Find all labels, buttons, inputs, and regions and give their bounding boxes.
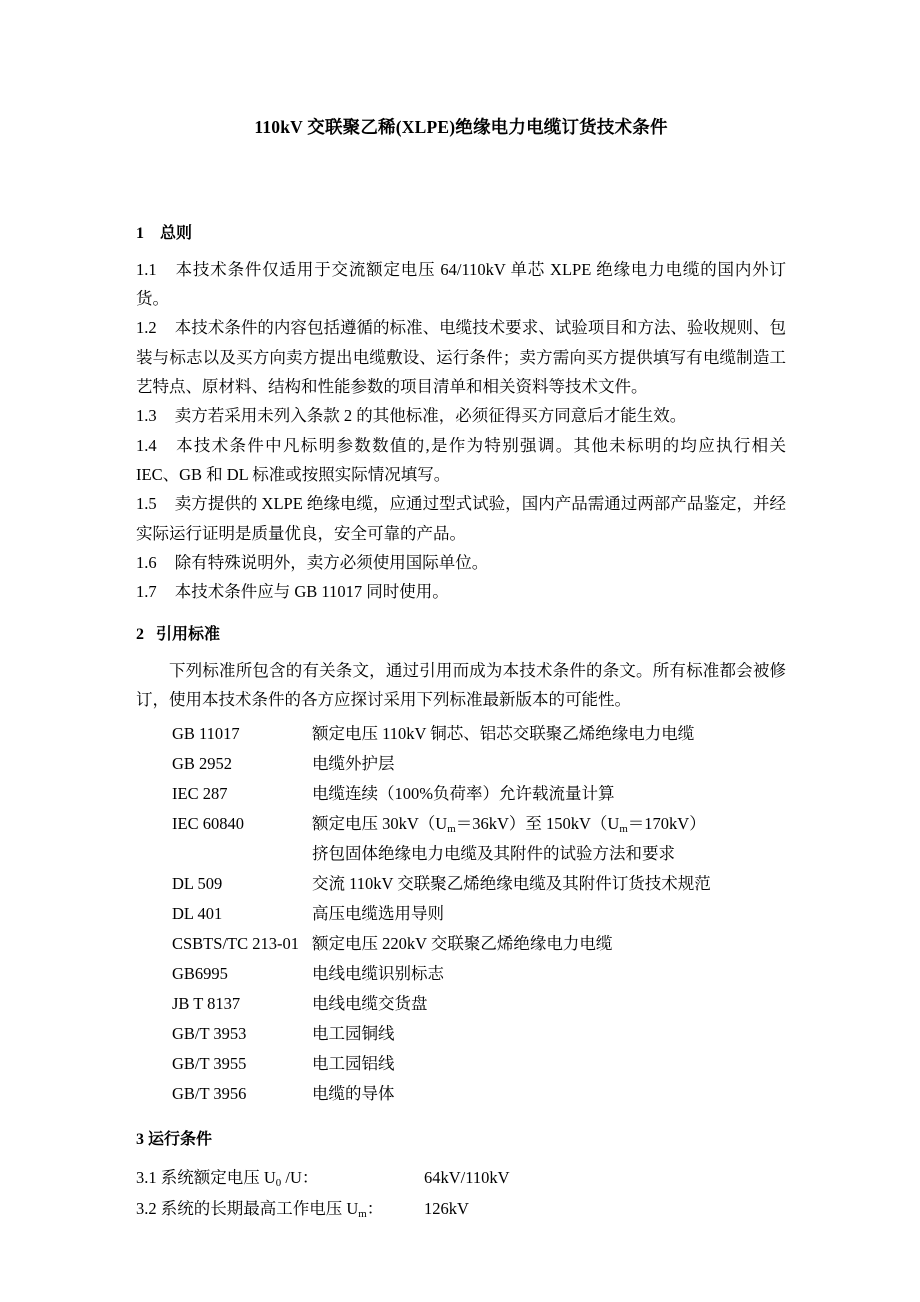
- clause-text: 本技术条件仅适用于交流额定电压 64/110kV 单芯 XLPE 绝缘电力电缆的国内外订货。: [136, 259, 786, 308]
- standard-code: GB6995: [172, 963, 228, 983]
- clause-number: 1.7: [136, 582, 157, 602]
- standard-description: 电缆连续（100%负荷率）允许载流量计算: [312, 783, 615, 803]
- standard-row: [136, 899, 786, 929]
- standard-description: 电工园铜线: [312, 1023, 395, 1043]
- clause-text: 本技术条件应与 GB 11017 同时使用。: [174, 582, 449, 602]
- standard-row: [136, 719, 786, 749]
- standard-description: 高压电缆选用导则: [312, 903, 444, 923]
- standard-description: 电线电缆识别标志: [312, 963, 444, 983]
- standard-code: IEC 287: [172, 783, 228, 803]
- standard-code: GB/T 3956: [172, 1083, 247, 1103]
- standard-code: [136, 839, 312, 869]
- standard-row: [136, 989, 786, 1019]
- condition-label: 3.2 系统的长期最高工作电压 $U_m$：: [136, 1199, 384, 1221]
- clause-1-6: [136, 548, 786, 577]
- standard-description: 额定电压 110kV 铜芯、铝芯交联聚乙烯绝缘电力电缆: [312, 723, 695, 743]
- clause-text: 卖方若采用未列入条款 2 的其他标准，必须征得买方同意后才能生效。: [174, 406, 687, 426]
- standard-row: [136, 959, 786, 989]
- section-1-clauses: [136, 246, 786, 607]
- condition-label: 3.1 系统额定电压 $U_0$ /U：: [136, 1167, 319, 1189]
- section-heading-2: 2 引用标准: [136, 625, 221, 643]
- referenced-standards-list: [136, 715, 786, 1109]
- standard-description: 额定电压 $30kV(U_m=36kV)$至 $150kV(U_m=170kV)$: [312, 813, 706, 835]
- clause-number: 1.4: [136, 435, 157, 455]
- standard-code: GB 11017: [172, 723, 240, 743]
- standard-description: 挤包固体绝缘电力电缆及其附件的试验方法和要求: [312, 843, 675, 863]
- standard-row: [136, 749, 786, 779]
- operating-condition-row: [136, 1162, 786, 1194]
- clause-text: 卖方提供的 XLPE 绝缘电缆，应通过型式试验，国内产品需通过两部产品鉴定，并经实际运行证明是质量优良，安全可靠的产品。: [136, 494, 786, 543]
- standard-row: [136, 1019, 786, 1049]
- clause-1-4: [136, 431, 786, 490]
- clause-1-3: [136, 401, 786, 430]
- standard-code: DL 401: [172, 903, 223, 923]
- standard-code: GB/T 3953: [172, 1023, 247, 1043]
- standard-description: 额定电压 220kV 交联聚乙烯绝缘电力电缆: [312, 933, 613, 953]
- standard-description: 电工园铝线: [312, 1053, 395, 1073]
- clause-1-5: [136, 489, 786, 548]
- standard-row: [136, 809, 786, 839]
- standard-code: GB/T 3955: [172, 1053, 247, 1073]
- section-2-intro: 下列标准所包含的有关条文，通过引用而成为本技术条件的条文。所有标准都会被修订，使用本技术条件的各方应探讨采用下列标准最新版本的可能性。: [136, 660, 786, 710]
- standard-description: 电缆的导体: [312, 1083, 395, 1103]
- section-heading-1: 1 总则: [136, 224, 193, 242]
- standard-row: [136, 1049, 786, 1079]
- operating-condition-row: [136, 1193, 786, 1225]
- standard-row: [136, 839, 786, 869]
- condition-value: 64kV/110kV: [424, 1167, 510, 1187]
- standard-description: 电缆外护层: [312, 753, 395, 773]
- clause-number: 1.6: [136, 553, 157, 573]
- clause-number: 1.2: [136, 318, 157, 338]
- clause-text: 本技术条件的内容包括遵循的标准、电缆技术要求、试验项目和方法、验收规则、包装与标志以及买方向卖方提出电缆敷设、运行条件；卖方需向买方提供填写有电缆制造工艺特点、原材料、结构和性能参数的项目清单和相关资料等技术文件。: [136, 318, 786, 396]
- clause-text: 本技术条件中凡标明参数数值的,是作为特别强调。其他未标明的均应执行相关 IEC、GB 和 DL 标准或按照实际情况填写。: [136, 435, 786, 485]
- section-2-intro-wrap: [136, 647, 786, 715]
- standard-description: 电线电缆交货盘: [312, 993, 428, 1013]
- clause-1-2: [136, 313, 786, 401]
- clause-number: 1.3: [136, 406, 157, 426]
- clause-1-7: [136, 577, 786, 606]
- standard-row: [136, 869, 786, 899]
- standard-code: GB 2952: [172, 753, 233, 773]
- page-title: 110kV 交联聚乙稀(XLPE)绝缘电力电缆订货技术条件: [254, 117, 668, 137]
- clause-1-1: [136, 255, 786, 314]
- section-heading-3: 3 运行条件: [136, 1130, 213, 1148]
- standard-row: [136, 779, 786, 809]
- standard-code: CSBTS/TC 213-01: [172, 933, 299, 953]
- operating-conditions-list: [136, 1152, 786, 1225]
- standard-code: IEC 60840: [172, 813, 244, 833]
- clause-number: 1.5: [136, 494, 157, 514]
- condition-value: 126kV: [424, 1199, 469, 1219]
- clause-number: 1.1: [136, 259, 157, 279]
- standard-code: JB T 8137: [172, 993, 241, 1013]
- standard-description: 交流 110kV 交联聚乙烯绝缘电缆及其附件订货技术规范: [312, 873, 711, 893]
- standard-row: [136, 929, 786, 959]
- document-content: [136, 0, 786, 1225]
- standard-row: [136, 1079, 786, 1109]
- standard-code: DL 509: [172, 873, 223, 893]
- clause-text: 除有特殊说明外，卖方必须使用国际单位。: [174, 553, 489, 573]
